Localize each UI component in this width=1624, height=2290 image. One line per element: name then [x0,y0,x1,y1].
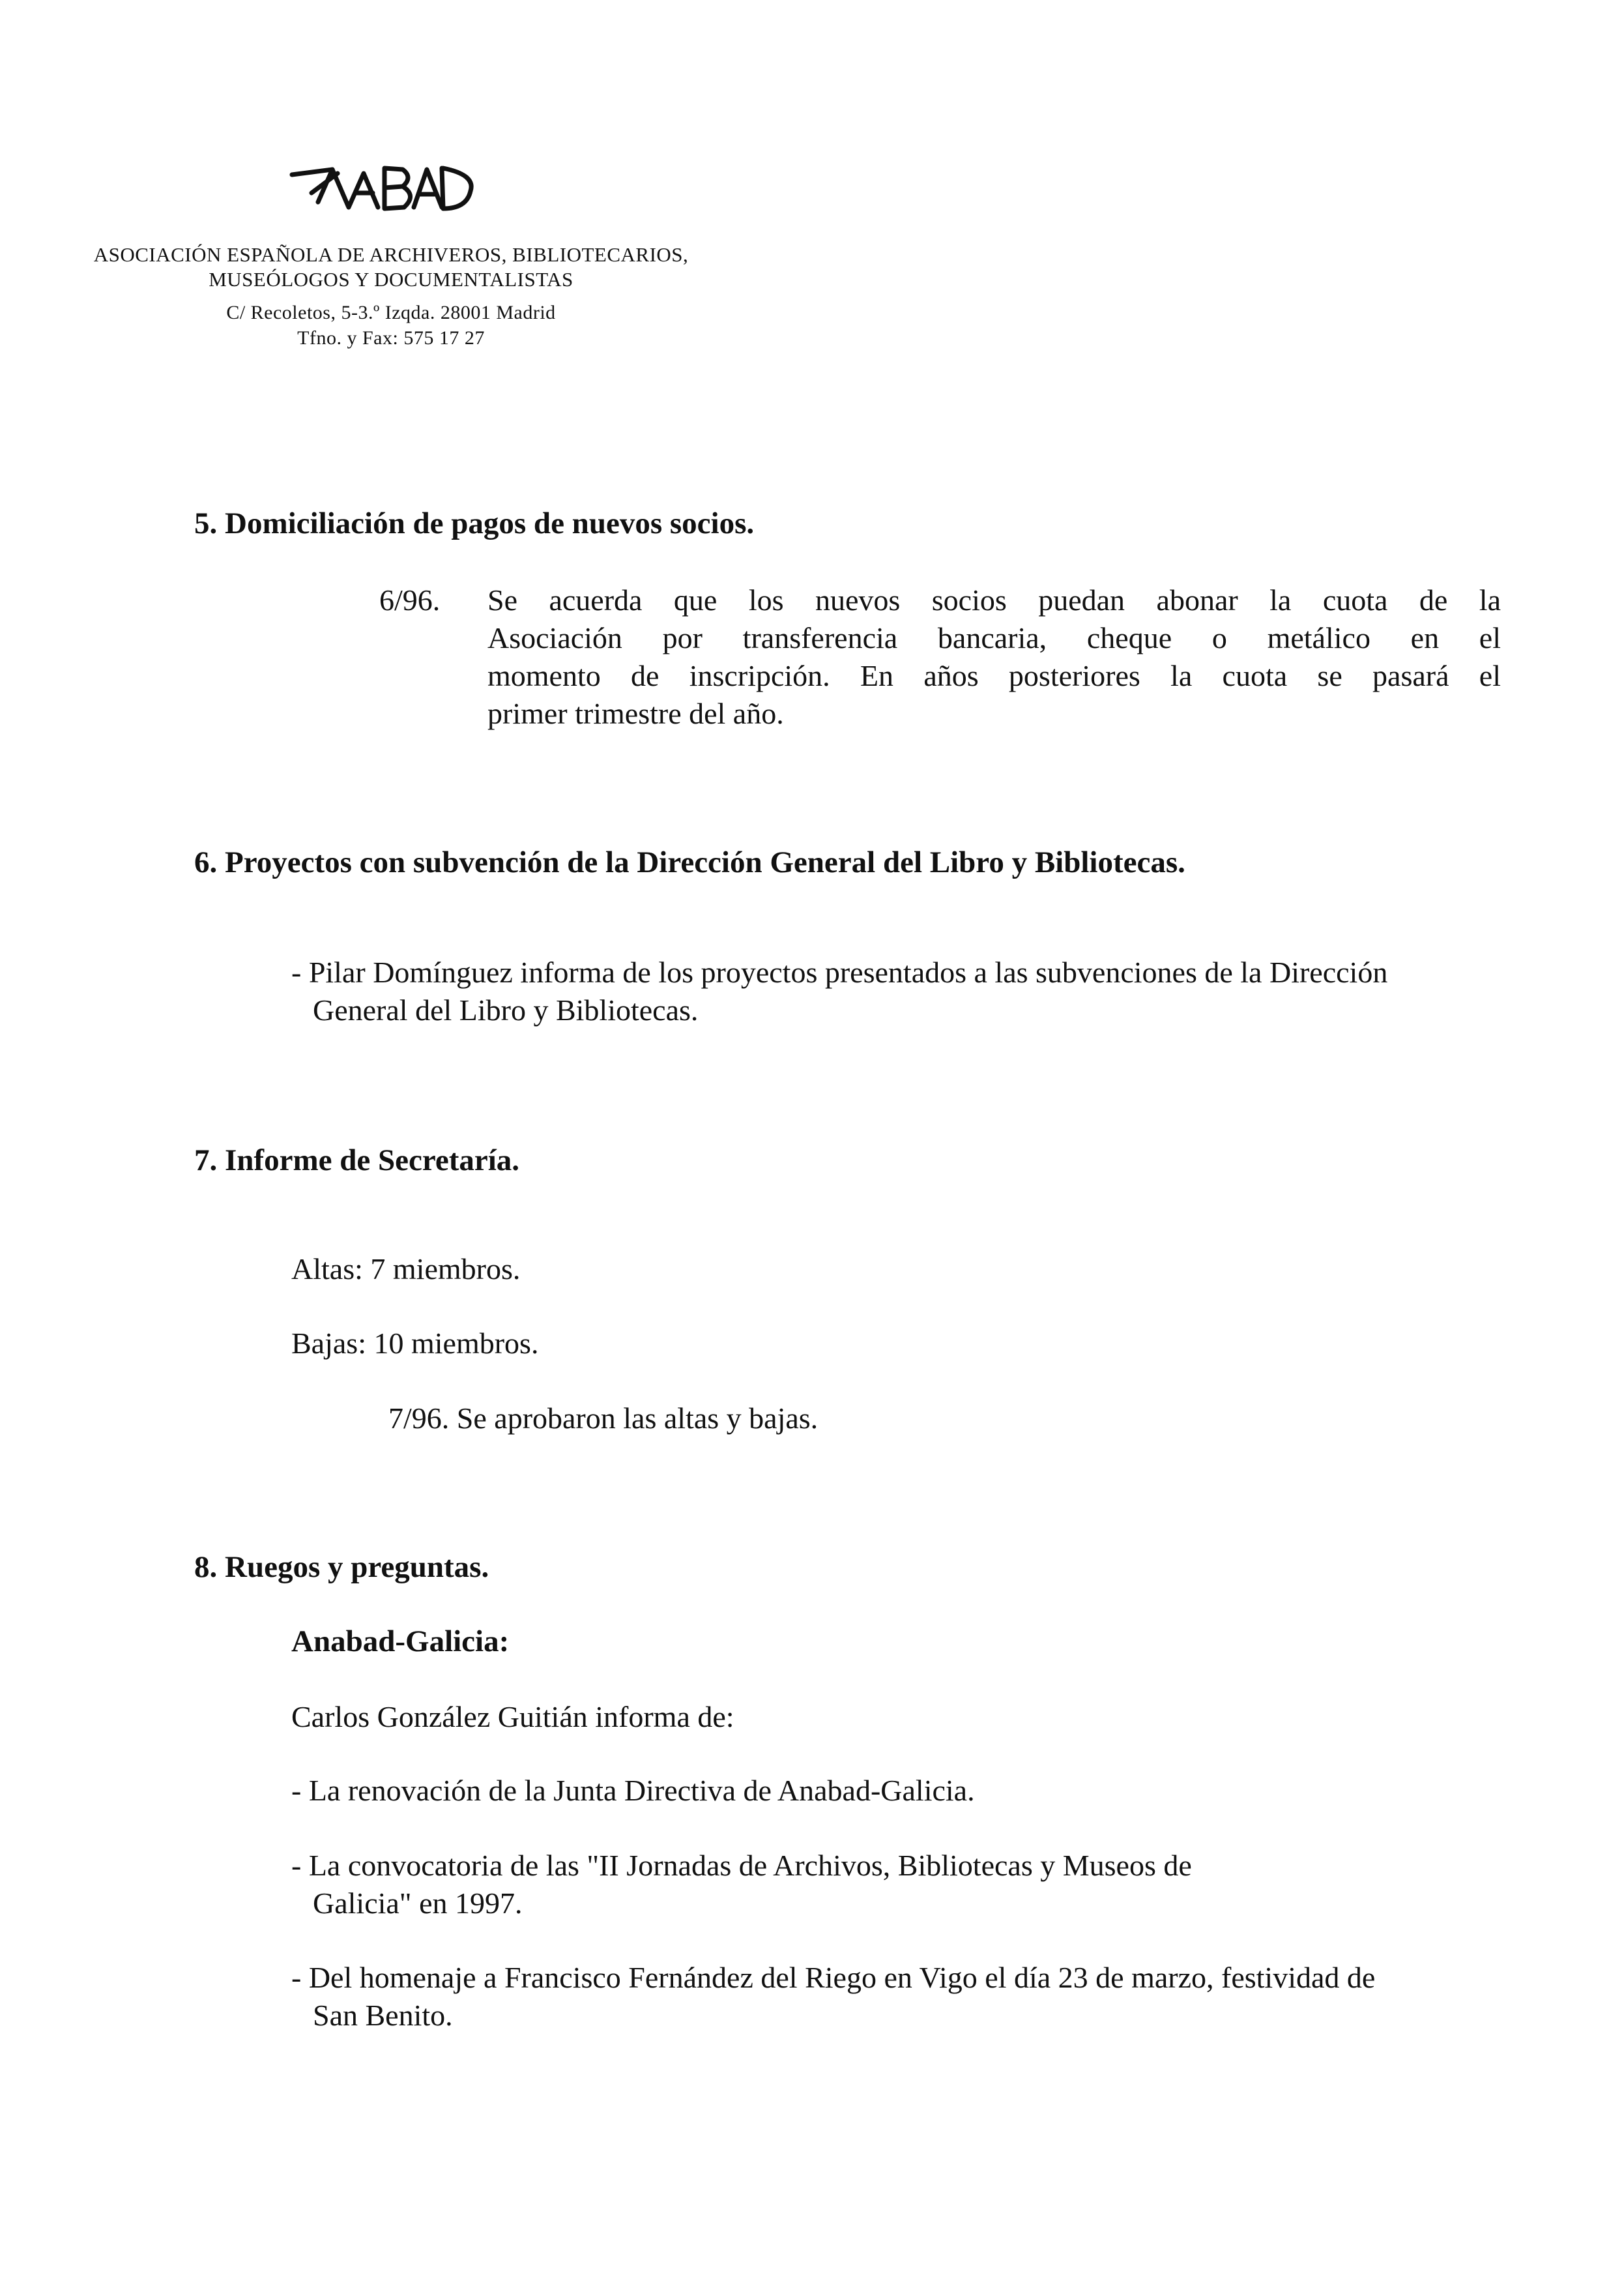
agreement-line: primer trimestre del año. [487,697,784,730]
section6-item-line2: General del Libro y Bibliotecas. [313,993,699,1027]
section8-heading: 8. Ruegos y preguntas. [194,1550,489,1584]
section8-item2-line1: - La convocatoria de las "II Jornadas de Archivos, Bibliotecas y Museos de [291,1849,1192,1882]
anabad-galicia-subheading: Anabad-Galicia: [291,1624,510,1658]
anabad-logo [287,155,476,220]
agreement-line: momento de inscripción. En años posteriores la cuota se pasará el [487,659,1501,692]
org-address: C/ Recoletos, 5-3.º Izqda. 28001 Madrid [226,302,556,323]
agreement-7-96: 7/96. Se aprobaron las altas y bajas. [388,1402,819,1435]
section6-item-line1: - Pilar Domínguez informa de los proyectos presentados a las subvenciones de la Dirección [291,956,1388,989]
org-phone: Tfno. y Fax: 575 17 27 [297,327,485,349]
section8-item3-line2: San Benito. [313,1999,453,2032]
section7-heading: 7. Informe de Secretaría. [194,1143,520,1177]
section6-heading: 6. Proyectos con subvención de la Dirección General del Libro y Bibliotecas. [194,845,1185,879]
section8-item1: - La renovación de la Junta Directiva de Anabad-Galicia. [291,1774,975,1807]
section8-item2-line2: Galicia" en 1997. [313,1886,523,1920]
bajas-count: Bajas: 10 miembros. [291,1327,539,1360]
section8-intro: Carlos González Guitián informa de: [291,1700,734,1733]
section8-item3-line1: - Del homenaje a Francisco Fernández del Riego en Vigo el día 23 de marzo, festividad de [291,1961,1376,1994]
agreement-line: Se acuerda que los nuevos socios puedan abonar la cuota de la [487,583,1501,617]
section5-heading: 5. Domiciliación de pagos de nuevos socios. [194,506,755,540]
agreement-number-6-96: 6/96. [379,583,441,617]
altas-count: Altas: 7 miembros. [291,1252,521,1285]
org-name-line2: MUSEÓLOGOS Y DOCUMENTALISTAS [209,268,573,291]
agreement-line: Asociación por transferencia bancaria, cheque o metálico en el [487,621,1501,654]
org-name-line1: ASOCIACIÓN ESPAÑOLA DE ARCHIVEROS, BIBLIOTECARIOS, [93,243,689,266]
